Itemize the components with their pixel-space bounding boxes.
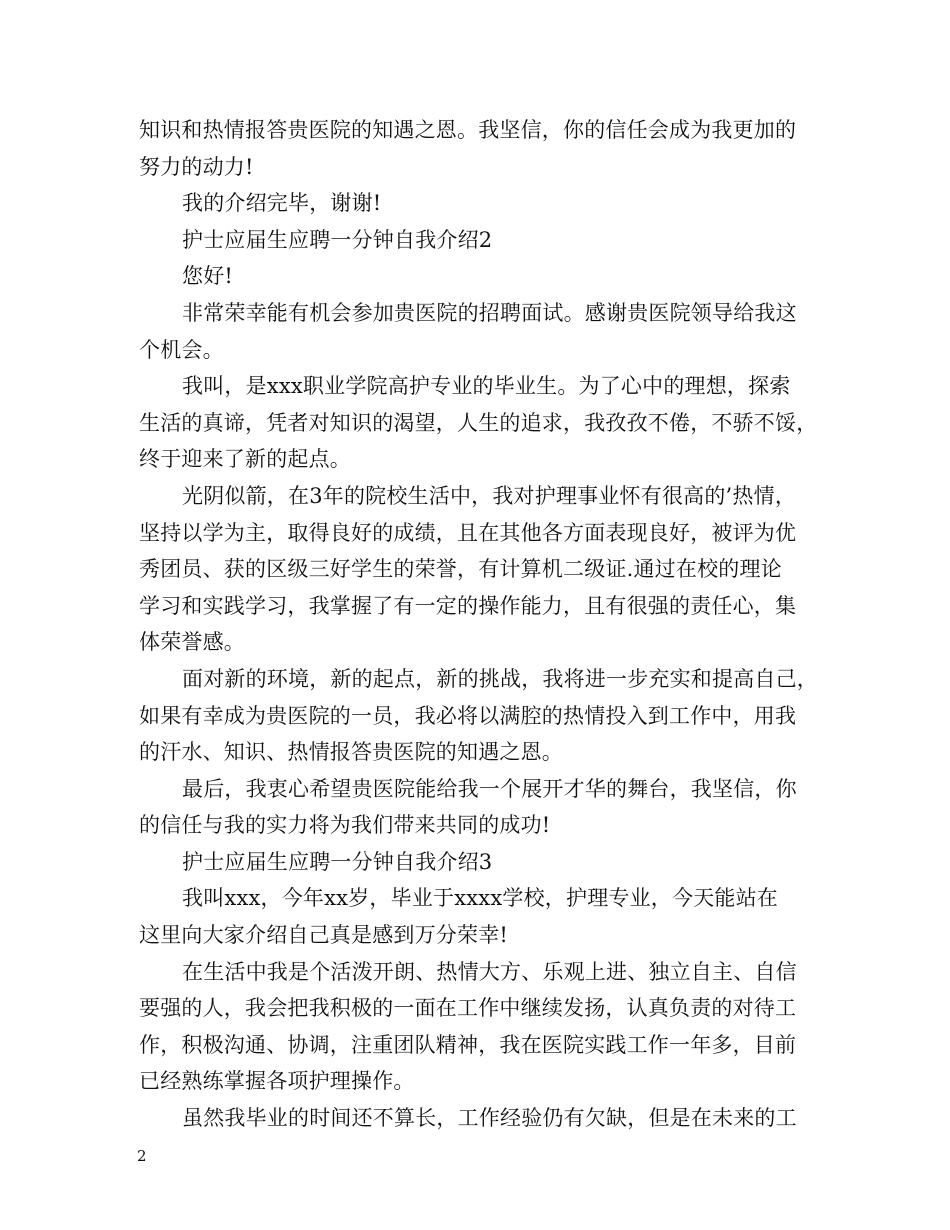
text-line: 体荣誉感。	[139, 630, 245, 655]
text-line: 虽然我毕业的时间还不算长，工作经验仍有欠缺，但是在未来的工	[182, 1106, 797, 1131]
text-line: 的信任与我的实力将为我们带来共同的成功!	[139, 813, 551, 838]
text-line: 的汗水、知识、热情报答贵医院的知遇之恩。	[139, 740, 563, 765]
text-line: 个机会。	[139, 337, 224, 362]
text-line: 如果有幸成为贵医院的一员，我必将以满腔的热情投入到工作中，用我	[139, 703, 797, 728]
text-line: 非常荣幸能有机会参加贵医院的招聘面试。感谢贵医院领导给我这	[182, 300, 797, 325]
text-line: 秀团员、获的区级三好学生的荣誉，有计算机二级证.通过在校的理论	[139, 557, 782, 582]
text-line: 最后，我衷心希望贵医院能给我一个展开才华的舞台，我坚信，你	[182, 776, 797, 801]
text-line: 学习和实践学习，我掌握了有一定的操作能力，且有很强的责任心，集	[139, 593, 797, 618]
text-line: 生活的真谛，凭者对知识的渴望，人生的追求，我孜孜不倦，不骄不馁，	[139, 410, 818, 435]
page-number: 2	[137, 1147, 147, 1165]
text-line: 知识和热情报答贵医院的知遇之恩。我坚信，你的信任会成为我更加的	[139, 118, 797, 142]
text-line: 在生活中我是个活泼开朗、热情大方、乐观上进、独立自主、自信	[182, 959, 797, 984]
text-line: 您好!	[182, 264, 234, 289]
text-line: 我的介绍完毕，谢谢!	[182, 191, 382, 216]
text-line: 终于迎来了新的起点。	[139, 447, 351, 472]
text-line: 我叫，是xxx职业学院高护专业的毕业生。为了心中的理想，探索	[182, 374, 791, 399]
document-body	[139, 112, 819, 1137]
text-line: 护士应届生应聘一分钟自我介绍2	[182, 227, 493, 252]
text-line: 光阴似箭，在3年的院校生活中，我对护理事业怀有很高的’热情，	[182, 483, 797, 508]
text-line: 坚持以学为主，取得良好的成绩，且在其他各方面表现良好，被评为优	[139, 520, 797, 545]
text-line: 作，积极沟通、协调，注重团队精神，我在医院实践工作一年多，目前	[139, 1032, 797, 1057]
text-line: 我叫xxx，今年xx岁，毕业于xxxx学校，护理专业，今天能站在	[182, 886, 778, 911]
text-line: 护士应届生应聘一分钟自我介绍3	[182, 849, 493, 874]
text-line: 已经熟练掌握各项护理操作。	[139, 1069, 415, 1094]
text-line: 这里向大家介绍自己真是感到万分荣幸!	[139, 923, 509, 948]
text-line: 面对新的环境，新的起点，新的挑战，我将进一步充实和提高自己，	[182, 666, 818, 691]
text-line: 努力的动力!	[139, 154, 254, 179]
text-line: 要强的人，我会把我积极的一面在工作中继续发扬，认真负责的对待工	[139, 996, 797, 1021]
